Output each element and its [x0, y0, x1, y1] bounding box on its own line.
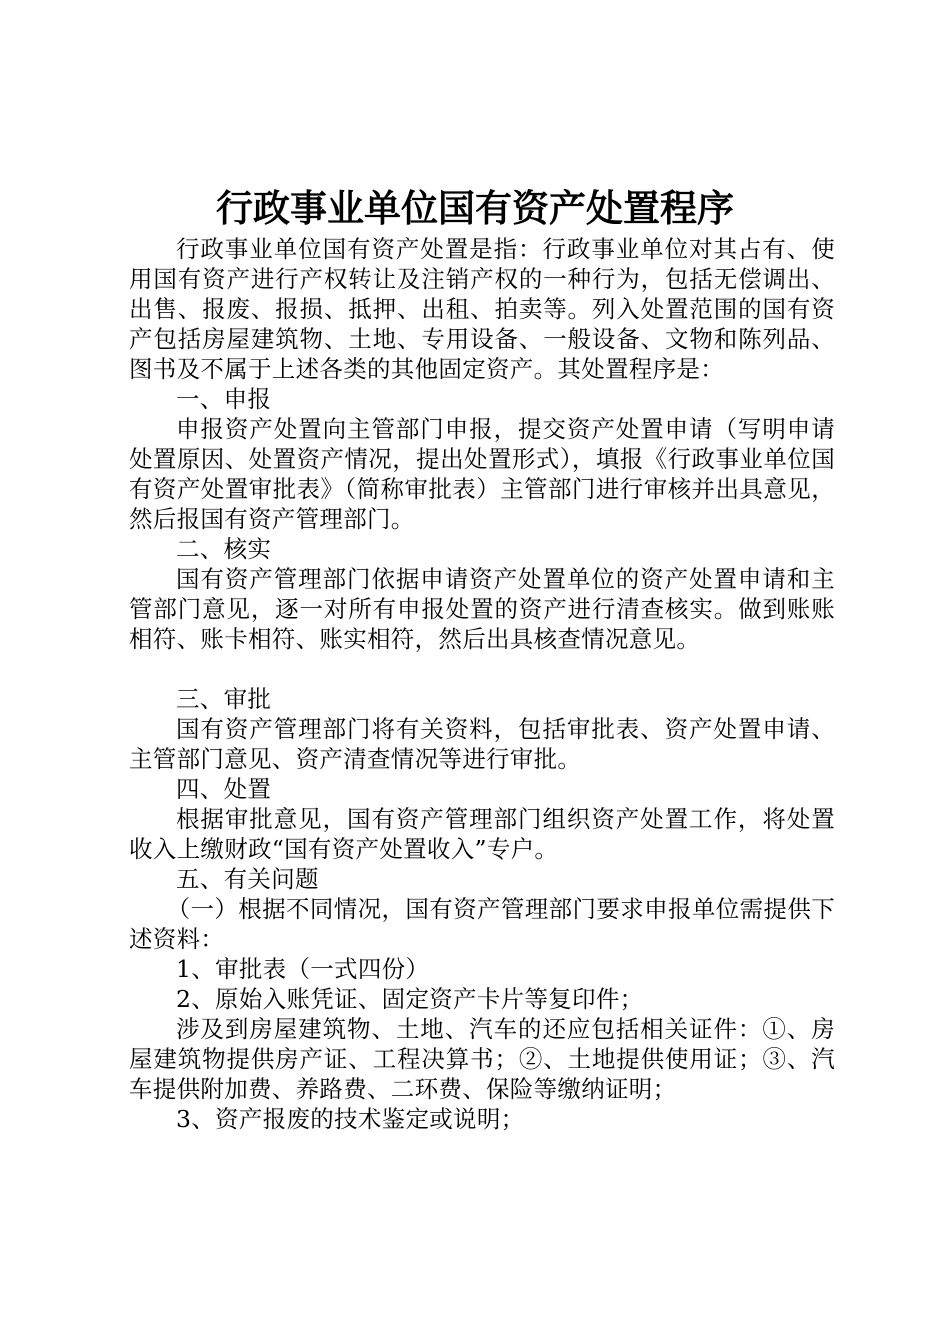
paragraph-declare: 申报资产处置向主管部门申报，提交资产处置申请（写明申请处置原因、处置资产情况，提出处置形式），填报《行政事业单位国有资产处置审批表》（简称审批表）主管部门进行审核并出具意见，然后报国有资产管理部门。 [129, 415, 835, 533]
paragraph-intro: 行政事业单位国有资产处置是指：行政事业单位对其占有、使用国有资产进行产权转让及注销产权的一种行为，包括无偿调出、出售、报废、报损、抵押、出租、拍卖等。列入处置范围的国有资产包括房屋建筑物、土地、专用设备、一般设备、文物和陈列品、图书及不属于上述各类的其他固定资产。其处置程序是： [129, 235, 835, 383]
section-heading-5: 五、有关问题 [176, 865, 319, 893]
section-heading-1: 一、申报 [176, 385, 272, 413]
paragraph-verify: 国有资产管理部门依据申请资产处置单位的资产处置申请和主管部门意见，逐一对所有申报处置的资产进行清查核实。做到账账相符、账卡相符、账实相符，然后出具核查情况意见。 [129, 565, 835, 653]
document-title: 行政事业单位国有资产处置程序 [216, 186, 734, 230]
list-item-3: 3、资产报废的技术鉴定或说明； [176, 1105, 525, 1133]
section-heading-2: 二、核实 [176, 535, 272, 563]
section-heading-3: 三、审批 [176, 685, 272, 713]
paragraph-sub-1: （一）根据不同情况，国有资产管理部门要求申报单位需提供下述资料： [129, 895, 835, 953]
list-item-2: 2、原始入账凭证、固定资产卡片等复印件； [176, 985, 644, 1013]
section-heading-4: 四、处置 [176, 775, 272, 803]
document-body [129, 234, 835, 1134]
list-item-1: 1、审批表（一式四份） [176, 955, 430, 983]
paragraph-dispose: 根据审批意见，国有资产管理部门组织资产处置工作，将处置收入上缴财政“国有资产处置收入”专户。 [129, 805, 835, 863]
paragraph-approve: 国有资产管理部门将有关资料，包括审批表、资产处置申请、主管部门意见、资产清查情况等进行审批。 [129, 715, 835, 773]
paragraph-certificates: 涉及到房屋建筑物、土地、汽车的还应包括相关证件：①、房屋建筑物提供房产证、工程决算书；②、土地提供使用证；③、汽车提供附加费、养路费、二环费、保险等缴纳证明； [129, 1015, 835, 1103]
